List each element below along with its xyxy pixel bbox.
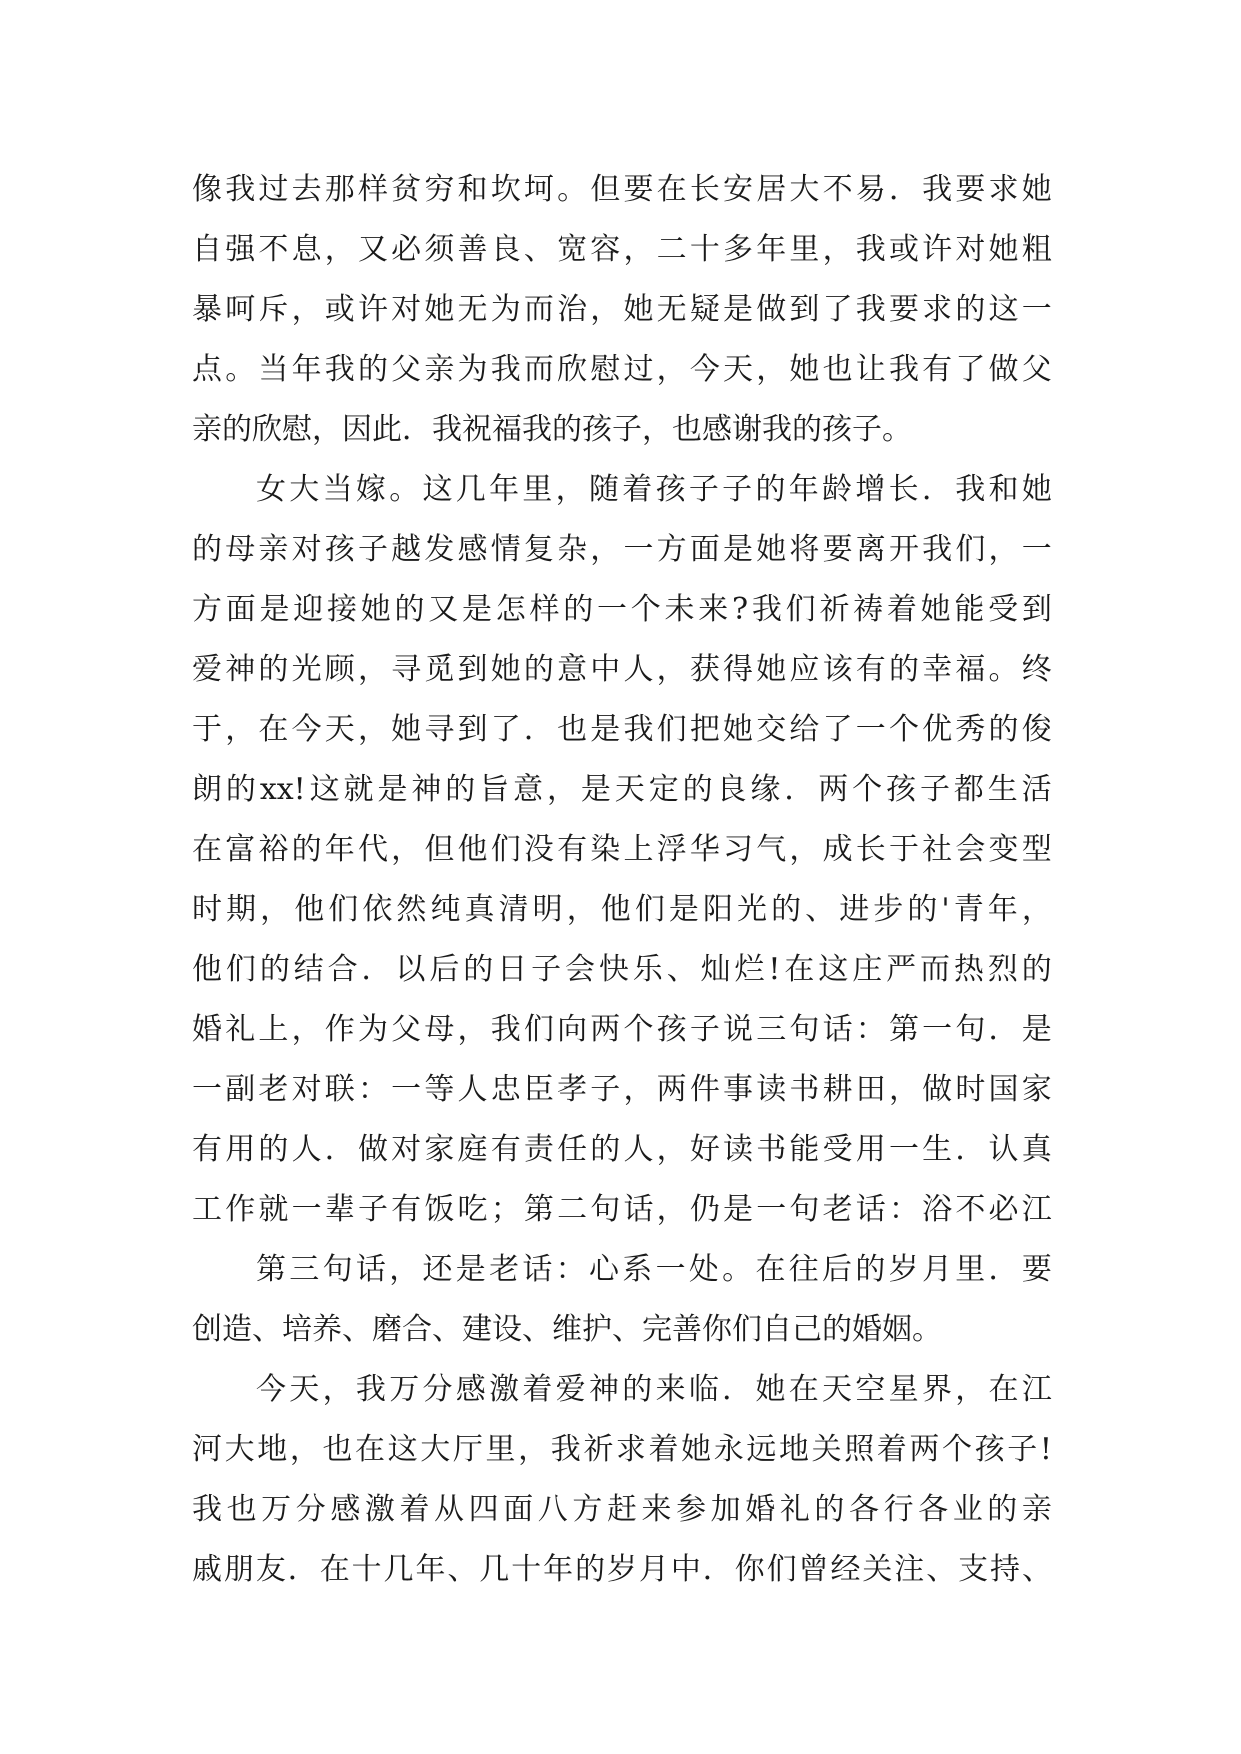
text-line: 在 富 裕 的 年 代 ， 但 他 们 没 有 染 上 浮 华 习 气 ， 成 长 于 社 会 变 型	[192, 832, 1052, 867]
text-line: 婚 礼 上 ， 作 为 父 母 ， 我 们 向 两 个 孩 子 说 三 句 话 ： 第 一 句 ． 是	[192, 1012, 1052, 1047]
text-line: 今 天 ， 我 万 分 感 激 着 爱 神 的 来 临 ． 她 在 天 空 星 界 ， 在 江	[256, 1372, 1052, 1407]
text-line: 女 大 当 嫁 。 这 几 年 里 ， 随 着 孩 子 子 的 年 龄 增 长 ． 我 和 她	[256, 472, 1052, 507]
text-line: 亲的欣慰，因此．我祝福我的孩子，也感谢我的孩子。	[192, 412, 912, 447]
text-line: 自 强 不 息 ， 又 必 须 善 良 、 宽 容 ， 二 十 多 年 里 ， 我 或 许 对 她 粗	[192, 232, 1052, 267]
text-line: 于 ， 在 今 天 ， 她 寻 到 了 ． 也 是 我 们 把 她 交 给 了 一 个 优 秀 的 俊	[192, 712, 1052, 747]
text-line: 朗 的 xx! 这 就 是 神 的 旨 意 ， 是 天 定 的 良 缘 ． 两 个 孩 子 都 生 活	[192, 772, 1052, 807]
text-line: 他 们 的 结 合 ． 以 后 的 日 子 会 快 乐 、 灿 烂 ! 在 这 庄 严 而 热 烈 的	[192, 952, 1052, 987]
text-line: 戚 朋 友 ． 在 十 几 年 、 几 十 年 的 岁 月 中 ． 你 们 曾 经 关 注 、 支 持 、	[192, 1552, 1052, 1587]
text-line: 点 。 当 年 我 的 父 亲 为 我 而 欣 慰 过 ， 今 天 ， 她 也 让 我 有 了 做 父	[192, 352, 1052, 387]
text-line: 有 用 的 人 ． 做 对 家 庭 有 责 任 的 人 ， 好 读 书 能 受 用 一 生 ． 认 真	[192, 1132, 1052, 1167]
text-line: 一 副 老 对 联 ： 一 等 人 忠 臣 孝 子 ， 两 件 事 读 书 耕 田 ， 做 时 国 家	[192, 1072, 1052, 1107]
text-line: 我 也 万 分 感 激 着 从 四 面 八 方 赶 来 参 加 婚 礼 的 各 行 各 业 的 亲	[192, 1492, 1052, 1527]
text-line: 工 作 就 一 辈 子 有 饭 吃 ； 第 二 句 话 ， 仍 是 一 句 老 话 ： 浴 不 必 江	[192, 1192, 1052, 1227]
text-line: 爱 神 的 光 顾 ， 寻 觅 到 她 的 意 中 人 ， 获 得 她 应 该 有 的 幸 福 。 终	[192, 652, 1052, 687]
text-line: 时 期 ， 他 们 依 然 纯 真 清 明 ， 他 们 是 阳 光 的 、 进 步 的 ' 青 年 ，	[192, 892, 1052, 927]
text-line: 创造、培养、磨合、建设、维护、完善你们自己的婚姻。	[192, 1312, 942, 1347]
text-line: 像 我 过 去 那 样 贫 穷 和 坎 坷 。 但 要 在 长 安 居 大 不 易 ． 我 要 求 她	[192, 172, 1052, 207]
text-line: 方 面 是 迎 接 她 的 又 是 怎 样 的 一 个 未 来 ? 我 们 祈 祷 着 她 能 受 到	[192, 592, 1052, 627]
text-line: 河 大 地 ， 也 在 这 大 厅 里 ， 我 祈 求 着 她 永 远 地 关 照 着 两 个 孩 子 !	[192, 1432, 1052, 1467]
text-line: 暴 呵 斥 ， 或 许 对 她 无 为 而 治 ， 她 无 疑 是 做 到 了 我 要 求 的 这 一	[192, 292, 1052, 327]
body-text	[192, 160, 1052, 1600]
text-line: 的 母 亲 对 孩 子 越 发 感 情 复 杂 ， 一 方 面 是 她 将 要 离 开 我 们 ， 一	[192, 532, 1052, 567]
text-line: 第 三 句 话 ， 还 是 老 话 ： 心 系 一 处 。 在 往 后 的 岁 月 里 ． 要	[256, 1252, 1052, 1287]
